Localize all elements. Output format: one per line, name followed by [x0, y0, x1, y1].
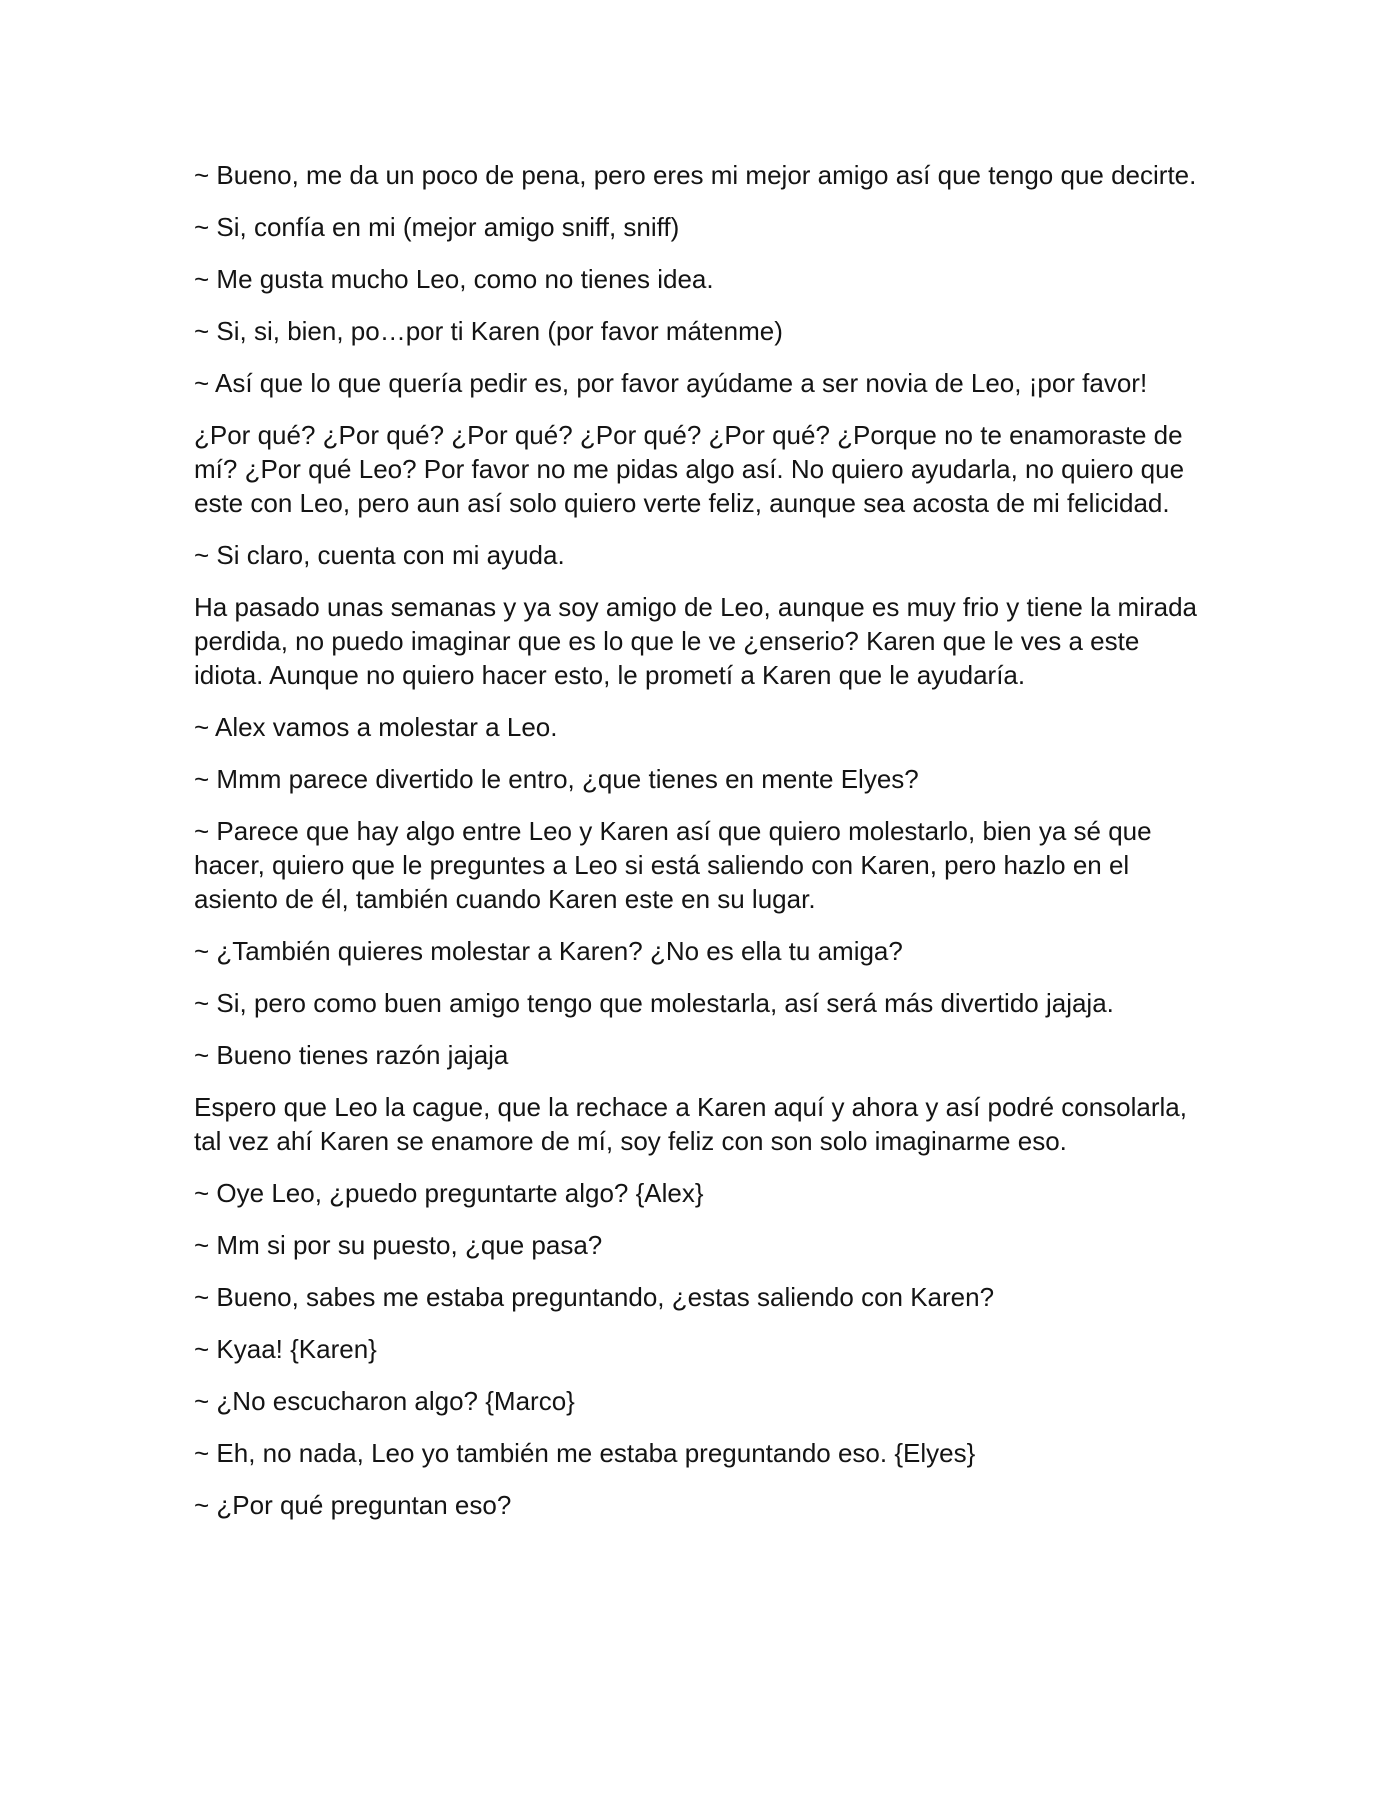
paragraph: ~ Si claro, cuenta con mi ayuda.: [194, 540, 565, 570]
paragraph: ~ ¿También quieres molestar a Karen? ¿No es ella tu amiga?: [194, 936, 903, 966]
paragraph: ~ Mmm parece divertido le entro, ¿que tienes en mente Elyes?: [194, 764, 919, 794]
paragraph: ~ Alex vamos a molestar a Leo.: [194, 712, 558, 742]
paragraph: ¿Por qué? ¿Por qué? ¿Por qué? ¿Por qué? ¿Por qué? ¿Porque no te enamoraste de mí? ¿Por qué Leo? Por favor no me pidas algo así. No quiero ayudarla, no quiero que este con Leo, pero aun así solo quiero verte feliz, aunque sea acosta de mi felicidad.: [194, 420, 1185, 518]
paragraph: ~ Bueno tienes razón jajaja: [194, 1040, 509, 1070]
story-text: [194, 158, 1200, 1522]
paragraph: ~ Oye Leo, ¿puedo preguntarte algo? {Alex}: [194, 1178, 704, 1208]
paragraph: ~ ¿No escucharon algo? {Marco}: [194, 1386, 575, 1416]
paragraph: ~ ¿Por qué preguntan eso?: [194, 1490, 512, 1520]
paragraph: ~ Bueno, me da un poco de pena, pero eres mi mejor amigo así que tengo que decirte.: [194, 160, 1197, 190]
paragraph: ~ Bueno, sabes me estaba preguntando, ¿estas saliendo con Karen?: [194, 1282, 995, 1312]
paragraph: ~ Eh, no nada, Leo yo también me estaba preguntando eso. {Elyes}: [194, 1438, 976, 1468]
paragraph: ~ Mm si por su puesto, ¿que pasa?: [194, 1230, 603, 1260]
paragraph: ~ Si, pero como buen amigo tengo que molestarla, así será más divertido jajaja.: [194, 988, 1114, 1018]
paragraph: Ha pasado unas semanas y ya soy amigo de Leo, aunque es muy frio y tiene la mirada perdida, no puedo imaginar que es lo que le ve ¿enserio? Karen que le ves a este idiota. Aunque no quiero hacer esto, le prometí a Karen que le ayudaría.: [194, 592, 1198, 690]
paragraph: Espero que Leo la cague, que la rechace a Karen aquí y ahora y así podré consolarla, tal vez ahí Karen se enamore de mí, soy feliz con son solo imaginarme eso.: [194, 1092, 1187, 1156]
paragraph: ~ Si, si, bien, po…por ti Karen (por favor mátenme): [194, 316, 783, 346]
paragraph: ~ Así que lo que quería pedir es, por favor ayúdame a ser novia de Leo, ¡por favor!: [194, 368, 1148, 398]
paragraph: ~ Si, confía en mi (mejor amigo sniff, sniff): [194, 212, 680, 242]
paragraph: ~ Parece que hay algo entre Leo y Karen así que quiero molestarlo, bien ya sé que hacer, quiero que le preguntes a Leo si está saliendo con Karen, pero hazlo en el asiento de él, también cuando Karen este en su lugar.: [194, 816, 1152, 914]
paragraph: ~ Kyaa! {Karen}: [194, 1334, 377, 1364]
paragraph: ~ Me gusta mucho Leo, como no tienes idea.: [194, 264, 714, 294]
